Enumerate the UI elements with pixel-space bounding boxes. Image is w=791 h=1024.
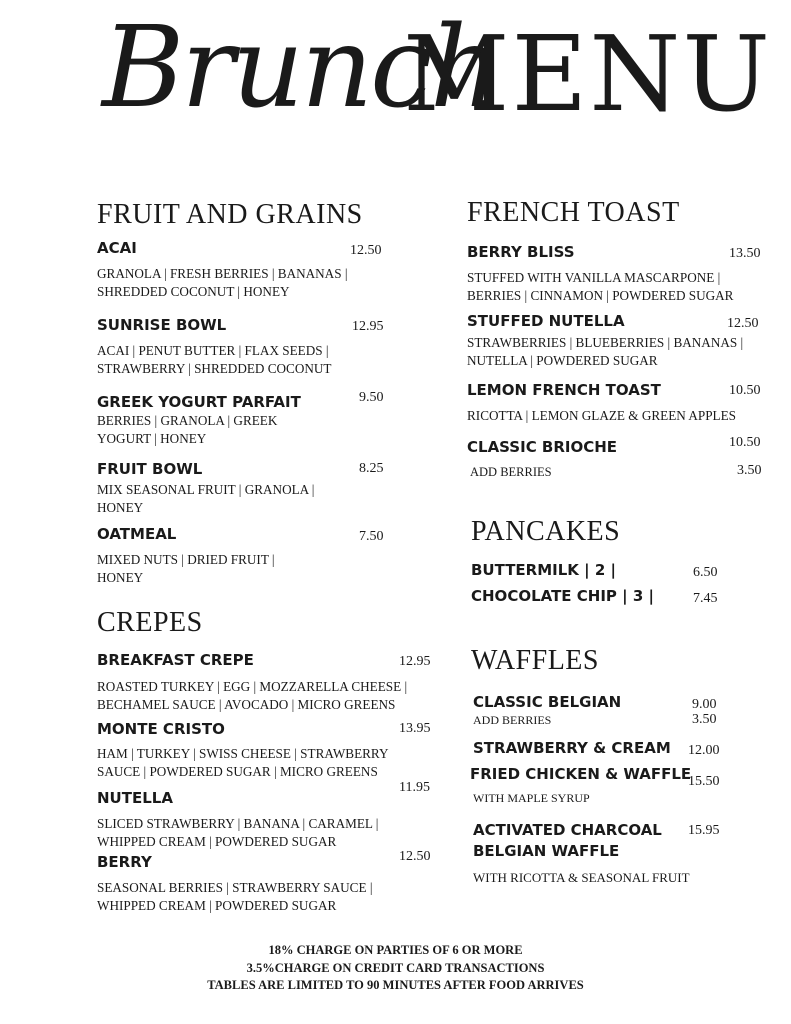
- section-heading-french-toast: FRENCH TOAST: [467, 197, 680, 228]
- menu-item-price: 15.95: [688, 823, 720, 838]
- menu-item-name: BERRY BLISS: [467, 243, 575, 261]
- menu-item-name: BELGIAN WAFFLE: [473, 842, 620, 860]
- menu-item-addon-price: 3.50: [692, 712, 717, 727]
- menu-item-name: ACAI: [97, 239, 137, 257]
- menu-item-price: 9.50: [359, 390, 384, 405]
- title-menu: MENU: [403, 13, 773, 135]
- menu-item-price: 8.25: [359, 461, 384, 476]
- menu-item-name: BUTTERMILK | 2 |: [471, 561, 616, 579]
- menu-item-price: 12.50: [399, 849, 431, 864]
- menu-item-addon: ADD BERRIES: [473, 713, 552, 727]
- menu-item-price: 13.95: [399, 721, 431, 736]
- title-script: Brunch: [102, 3, 499, 133]
- menu-item-name: FRIED CHICKEN & WAFFLE: [470, 765, 692, 783]
- menu-item-price: 10.50: [729, 383, 761, 398]
- menu-item-name: CLASSIC BELGIAN: [473, 693, 622, 711]
- footer-line: TABLES ARE LIMITED TO 90 MINUTES AFTER FOOD ARRIVES: [207, 978, 584, 992]
- menu-item-name: SUNRISE BOWL: [97, 316, 227, 334]
- menu-item-name: OATMEAL: [97, 525, 177, 543]
- menu-item-name: STUFFED NUTELLA: [467, 312, 625, 330]
- menu-item-desc: MIXED NUTS | DRIED FRUIT | HONEY: [97, 552, 275, 585]
- menu-item-addon: ADD BERRIES: [470, 465, 552, 479]
- menu-item-name: BREAKFAST CREPE: [97, 651, 254, 669]
- menu-item-addon-price: 3.50: [737, 463, 762, 478]
- menu-item-desc: SLICED STRAWBERRY | BANANA | CARAMEL | WHIPPED CREAM | POWDERED SUGAR: [97, 816, 379, 849]
- menu-item-price: 7.50: [359, 529, 384, 544]
- menu-item-name: GREEK YOGURT PARFAIT: [97, 393, 301, 411]
- menu-item-price: 12.50: [727, 316, 759, 331]
- menu-item-name: CHOCOLATE CHIP | 3 |: [471, 587, 654, 605]
- menu-item-desc: BERRIES | GRANOLA | GREEK YOGURT | HONEY: [97, 413, 278, 446]
- menu-item-name: CLASSIC BRIOCHE: [467, 438, 618, 456]
- menu-item-price: 6.50: [693, 565, 718, 580]
- menu-item-price: 12.50: [350, 243, 382, 258]
- menu-item-name: NUTELLA: [97, 789, 173, 807]
- menu-item-name: FRUIT BOWL: [97, 460, 203, 478]
- menu-item-name: MONTE CRISTO: [97, 720, 225, 738]
- menu-item-name: LEMON FRENCH TOAST: [467, 381, 661, 399]
- menu-item-desc: STUFFED WITH VANILLA MASCARPONE | BERRIES | CINNAMON | POWDERED SUGAR: [467, 270, 734, 303]
- menu-item-price: 10.50: [729, 435, 761, 450]
- menu-item-desc: ROASTED TURKEY | EGG | MOZZARELLA CHEESE | BECHAMEL SAUCE | AVOCADO | MICRO GREENS: [97, 679, 408, 712]
- section-heading-pancakes: PANCAKES: [471, 516, 621, 547]
- menu-item-price: 7.45: [693, 591, 718, 606]
- section-heading-crepes: CREPES: [97, 607, 203, 638]
- menu-item-price: 13.50: [729, 246, 761, 261]
- menu-item-desc: ACAI | PENUT BUTTER | FLAX SEEDS | STRAWBERRY | SHREDDED COCONUT: [97, 343, 332, 376]
- menu-item-desc: RICOTTA | LEMON GLAZE & GREEN APPLES: [467, 408, 736, 423]
- menu-item-desc: WITH RICOTTA & SEASONAL FRUIT: [473, 870, 690, 885]
- menu-item-name: BERRY: [97, 853, 152, 871]
- footer-line: 18% CHARGE ON PARTIES OF 6 OR MORE: [268, 943, 523, 957]
- menu-item-price: 12.00: [688, 743, 720, 758]
- menu-item-desc: STRAWBERRIES | BLUEBERRIES | BANANAS | NUTELLA | POWDERED SUGAR: [467, 335, 744, 368]
- menu-item-price: 15.50: [688, 774, 720, 789]
- menu-item-desc: SEASONAL BERRIES | STRAWBERRY SAUCE | WHIPPED CREAM | POWDERED SUGAR: [97, 880, 373, 913]
- menu-item-price: 12.95: [399, 654, 431, 669]
- menu-item-name: STRAWBERRY & CREAM: [473, 739, 671, 757]
- menu-item-price: 9.00: [692, 697, 717, 712]
- menu-item-price: 11.95: [399, 780, 430, 795]
- footer-line: 3.5%CHARGE ON CREDIT CARD TRANSACTIONS: [246, 960, 545, 975]
- menu-item-desc: GRANOLA | FRESH BERRIES | BANANAS | SHREDDED COCONUT | HONEY: [97, 266, 348, 299]
- section-heading-waffles: WAFFLES: [471, 645, 599, 676]
- menu-item-name: ACTIVATED CHARCOAL: [473, 821, 662, 839]
- menu-item-desc: MIX SEASONAL FRUIT | GRANOLA | HONEY: [97, 482, 315, 515]
- menu-item-price: 12.95: [352, 319, 384, 334]
- menu-item-desc: WITH MAPLE SYRUP: [473, 791, 590, 805]
- menu-item-desc: HAM | TURKEY | SWISS CHEESE | STRAWBERRY SAUCE | POWDERED SUGAR | MICRO GREENS: [97, 746, 389, 779]
- footer-notes: [0, 942, 791, 995]
- section-heading-fruit-grains: FRUIT AND GRAINS: [97, 199, 363, 230]
